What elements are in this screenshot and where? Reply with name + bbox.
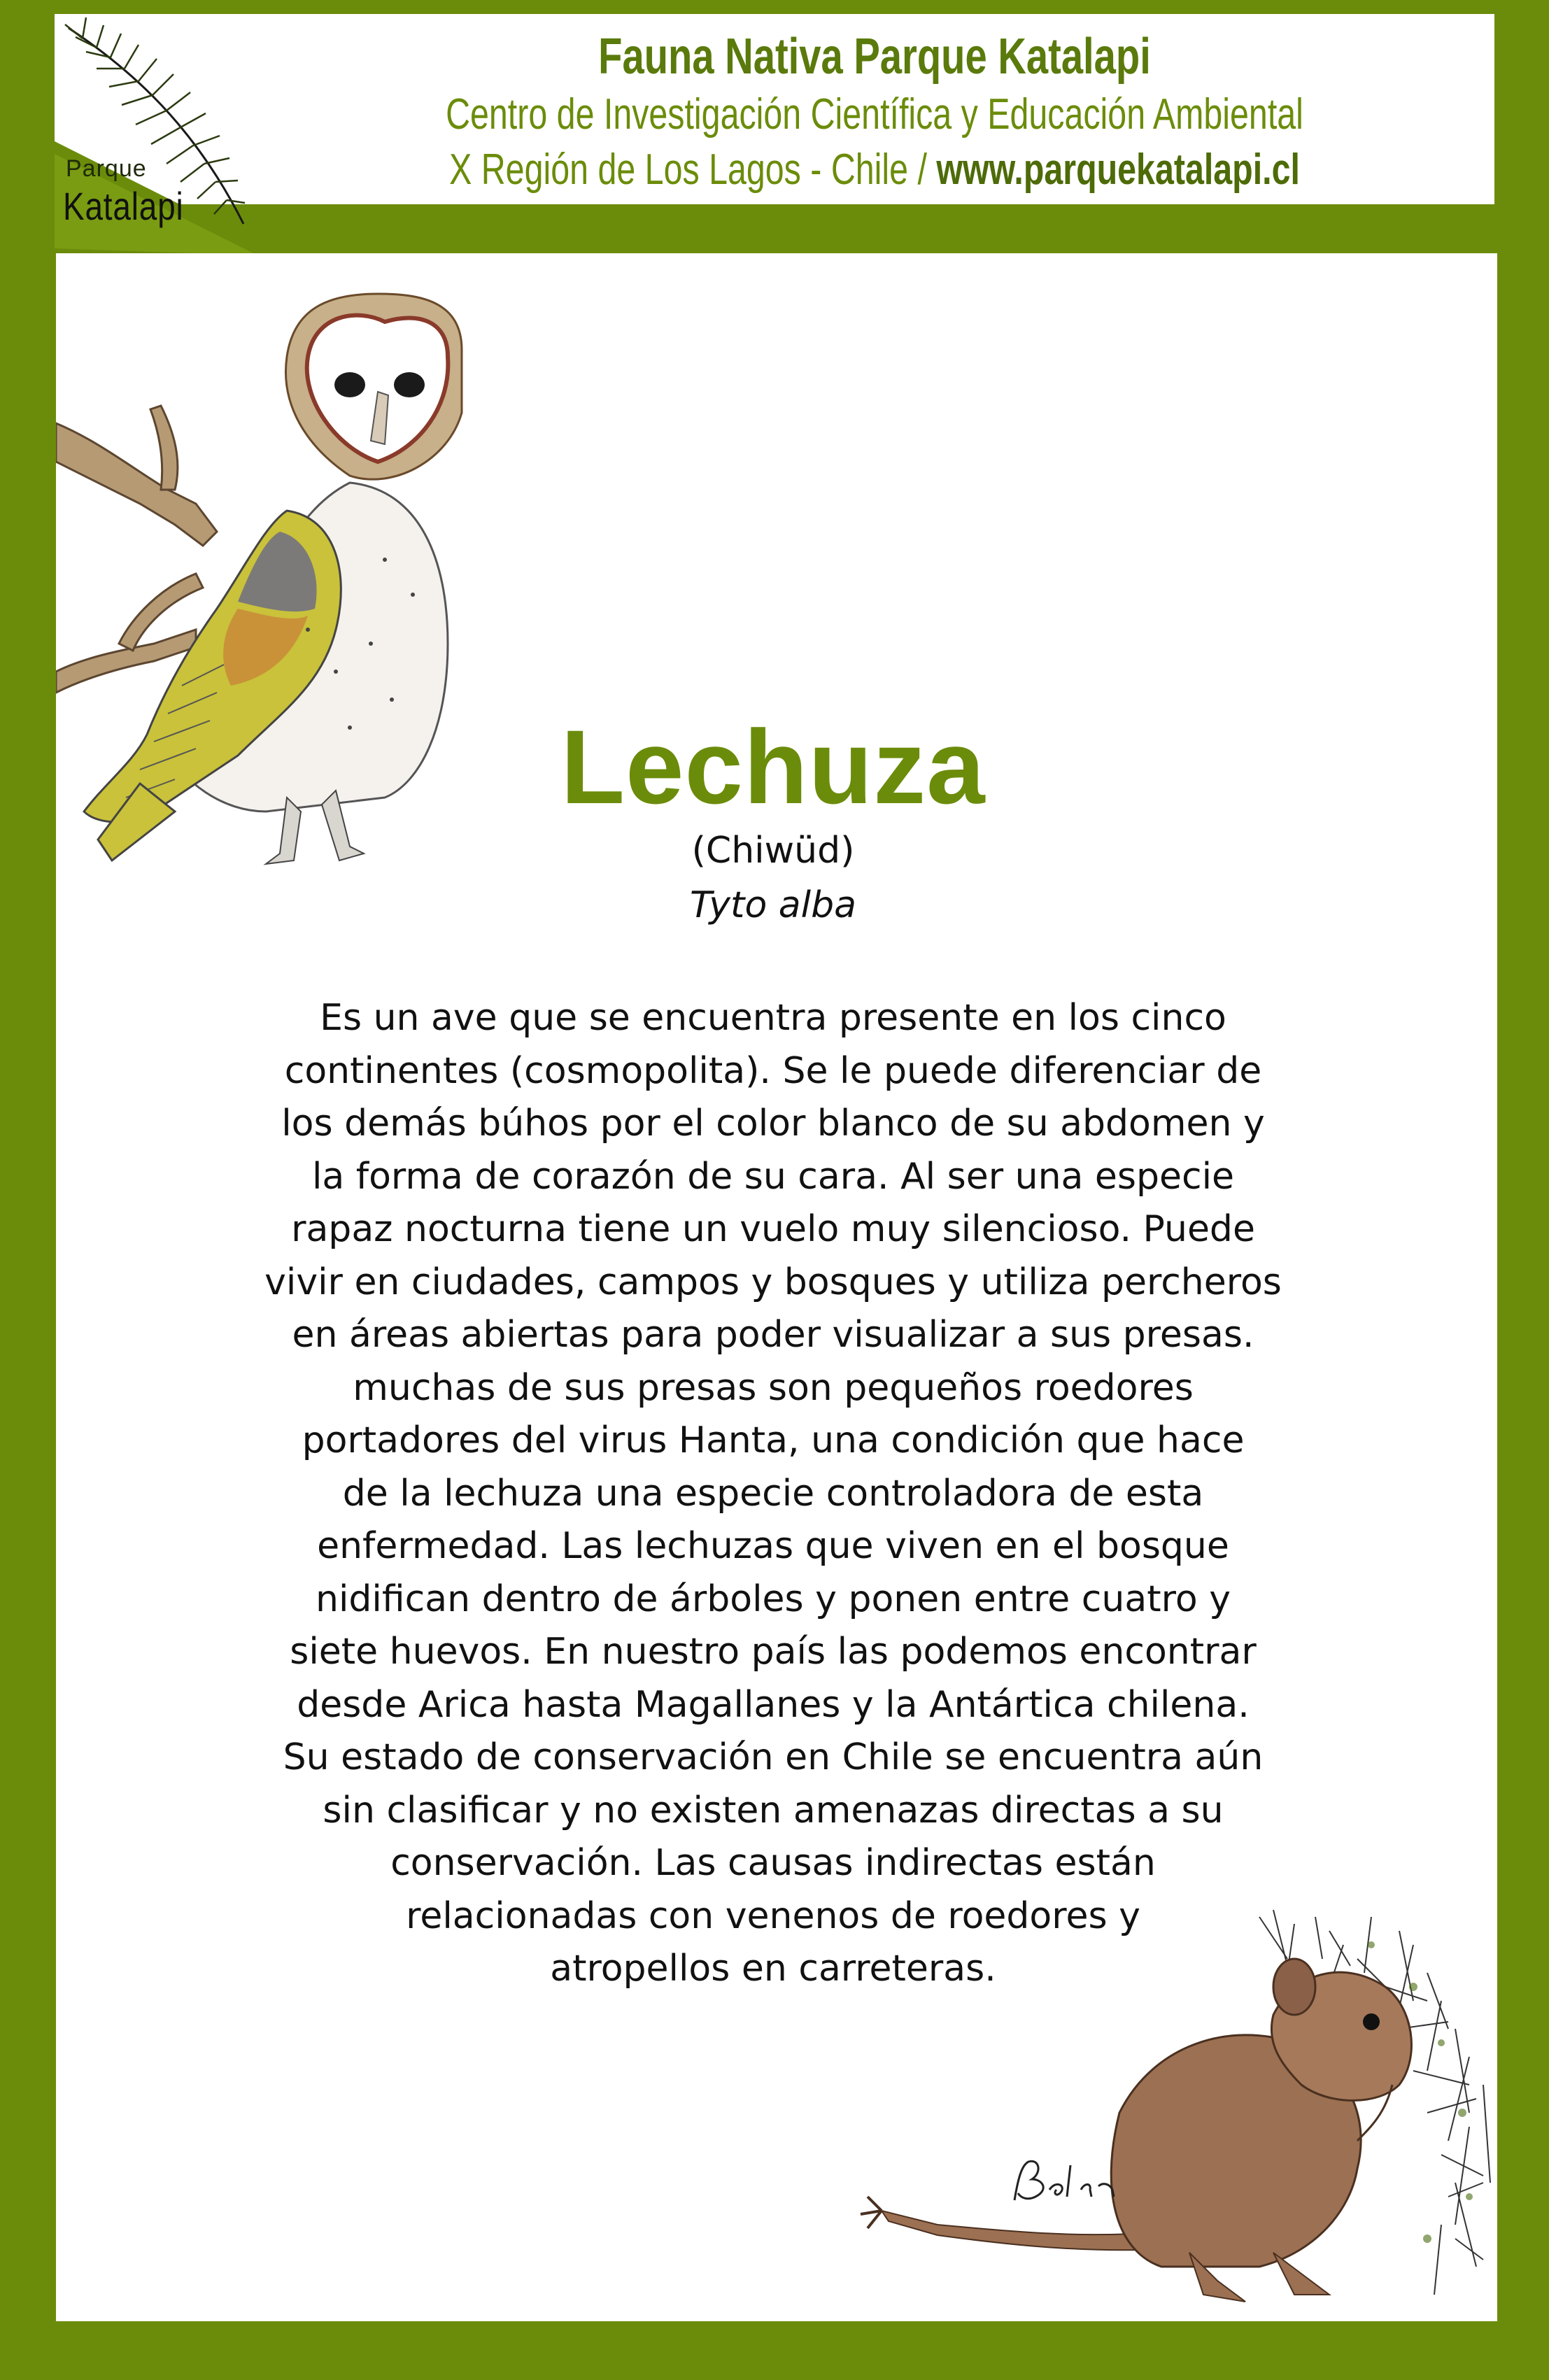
species-scientific-name: Tyto alba bbox=[690, 884, 856, 926]
description-line: en áreas abiertas para poder visualizar a sus presas. bbox=[292, 1314, 1254, 1356]
description-line: de la lechuza una especie controladora de esta bbox=[342, 1472, 1204, 1515]
description-line: rapaz nocturna tiene un vuelo muy silencioso. Puede bbox=[291, 1208, 1255, 1250]
description-line: sin clasificar y no existen amenazas directas a su bbox=[323, 1789, 1224, 1832]
barn-owl-illustration bbox=[56, 280, 574, 895]
description-line: siete huevos. En nuestro país las podemos encontrar bbox=[290, 1631, 1257, 1673]
rodent-illustration bbox=[840, 1903, 1497, 2323]
header-title: Fauna Nativa Parque Katalapi bbox=[598, 29, 1151, 85]
description-line: muchas de sus presas son pequeños roedores bbox=[353, 1366, 1194, 1409]
species-common-name: Lechuza bbox=[560, 708, 986, 826]
logo-text-parque: Parque bbox=[66, 155, 147, 182]
header-subtitle: Centro de Investigación Científica y Educación Ambiental bbox=[446, 90, 1303, 139]
header-region bbox=[389, 145, 1360, 194]
species-description bbox=[182, 992, 1364, 1996]
description-line: continentes (cosmopolita). Se le puede diferenciar de bbox=[284, 1049, 1262, 1092]
description-line: los demás búhos por el color blanco de su abdomen y bbox=[281, 1103, 1265, 1145]
description-line: la forma de corazón de su cara. Al ser una especie bbox=[311, 1155, 1235, 1198]
description-line: vivir en ciudades, campos y bosques y utiliza percheros bbox=[264, 1261, 1282, 1303]
description-line: relacionadas con venenos de roedores y bbox=[406, 1894, 1140, 1937]
description-line: conservación. Las causas indirectas están bbox=[390, 1842, 1156, 1884]
website-link[interactable]: www.parquekatalapi.cl bbox=[936, 146, 1300, 194]
description-line: Su estado de conservación en Chile se encuentra aún bbox=[283, 1736, 1264, 1778]
description-line: portadores del virus Hanta, una condición que hace bbox=[302, 1419, 1245, 1461]
species-native-name: (Chiwüd) bbox=[691, 830, 855, 872]
description-line: enfermedad. Las lechuzas que viven en el bosque bbox=[317, 1525, 1229, 1567]
logo-text-katalapi: Katalapi bbox=[63, 184, 184, 228]
description-line: desde Arica hasta Magallanes y la Antártica chilena. bbox=[297, 1683, 1250, 1726]
description-line: atropellos en carreteras. bbox=[550, 1948, 996, 1990]
artist-signature bbox=[1000, 2151, 1126, 2214]
description-line: Es un ave que se encuentra presente en los cinco bbox=[320, 997, 1226, 1039]
description-line: nidifican dentro de árboles y ponen entre cuatro y bbox=[316, 1578, 1231, 1620]
region-text: X Región de Los Lagos - Chile / bbox=[449, 146, 937, 194]
